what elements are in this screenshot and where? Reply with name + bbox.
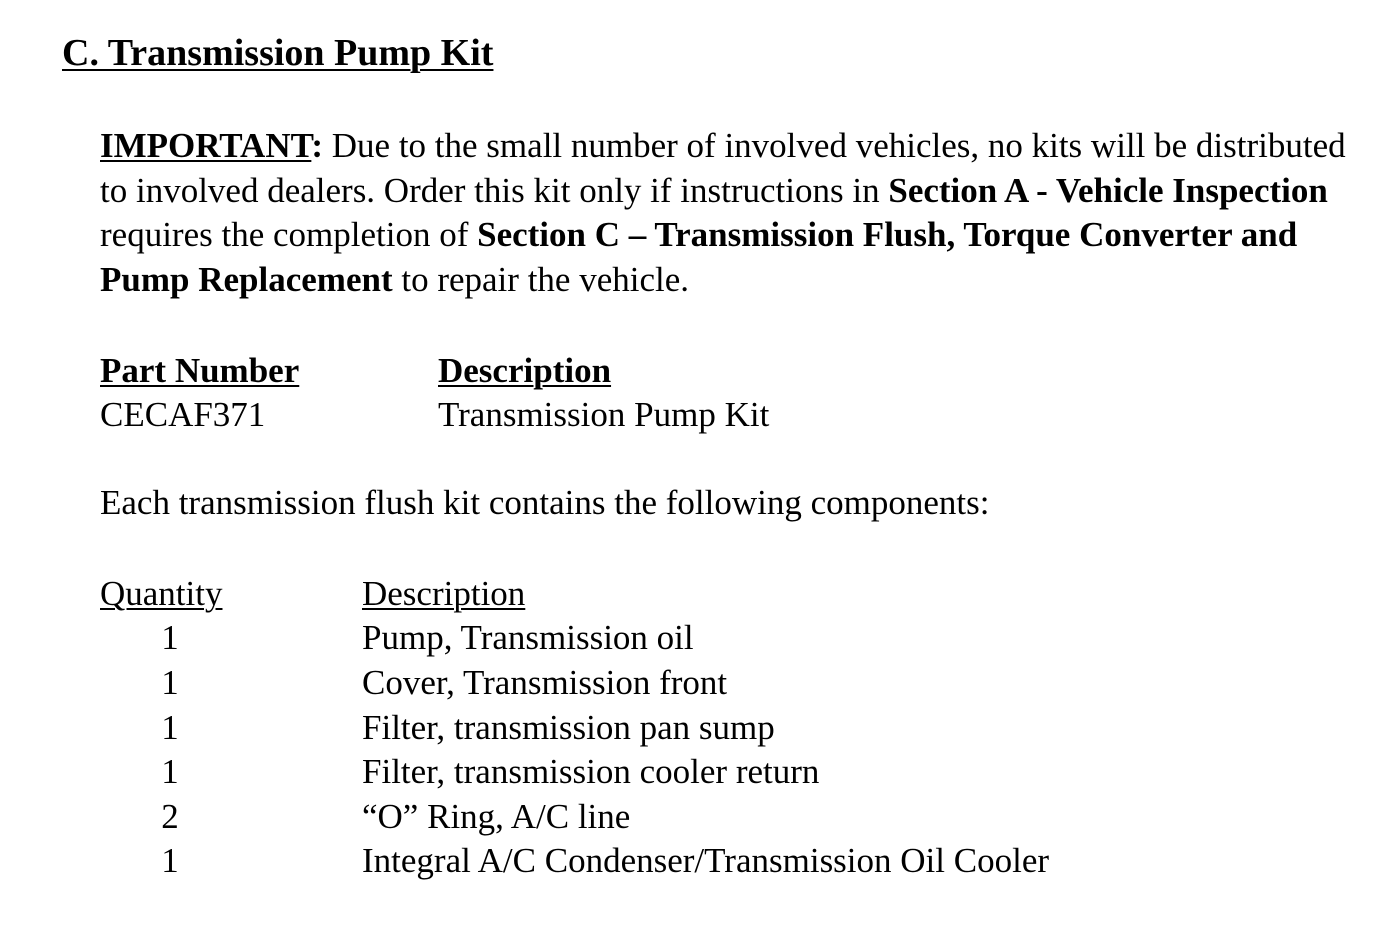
important-text-1: Due to the small number of involved vehicles, no kits will be distributed to involved dealers. Order this kit only if instructions in <box>100 126 1346 210</box>
component-quantity: 1 <box>161 663 179 702</box>
component-quantity: 1 <box>161 841 179 880</box>
component-quantity: 1 <box>161 618 179 657</box>
part-number-header: Part Number <box>100 351 300 390</box>
part-description-header: Description <box>438 351 612 390</box>
part-number-cell: CECAF371 <box>100 395 266 434</box>
section-c-reference: Section C – Transmission Flush, Torque Converter and Pump Replacement <box>100 215 1298 299</box>
part-description-cell: Transmission Pump Kit <box>438 395 770 434</box>
important-label-wrap <box>100 126 323 165</box>
component-quantity: 1 <box>161 752 179 791</box>
component-quantity: 1 <box>161 708 179 747</box>
component-description: Filter, transmission pan sump <box>362 708 775 747</box>
component-quantity: 2 <box>161 797 179 836</box>
section-title: C. Transmission Pump Kit <box>62 32 494 74</box>
component-description: Cover, Transmission front <box>362 663 728 702</box>
important-text-3: to repair the vehicle. <box>392 259 689 299</box>
component-description: Integral A/C Condenser/Transmission Oil Cooler <box>362 841 1050 880</box>
component-description: Filter, transmission cooler return <box>362 752 820 791</box>
component-description: Pump, Transmission oil <box>362 618 694 657</box>
important-text-2: requires the completion of <box>100 215 478 254</box>
important-notice <box>100 124 1360 302</box>
quantity-header: Quantity <box>100 574 223 613</box>
component-description: “O” Ring, A/C line <box>362 797 631 836</box>
section-a-reference: Section A - Vehicle Inspection <box>888 170 1328 210</box>
components-intro: Each transmission flush kit contains the following components: <box>100 483 990 522</box>
component-description-header: Description <box>362 574 526 613</box>
important-colon: : <box>311 126 324 165</box>
important-label: IMPORTANT <box>100 126 312 165</box>
